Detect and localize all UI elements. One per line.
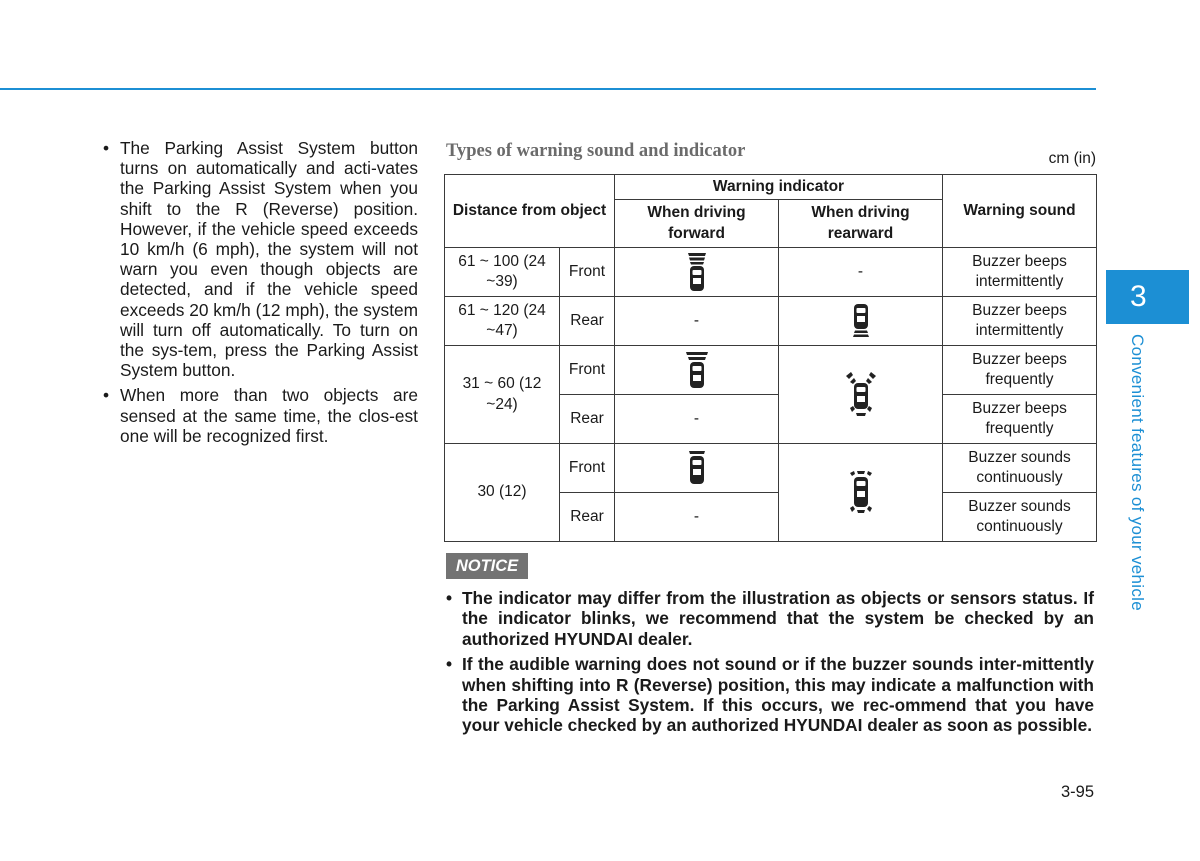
notice-bullet-list [446,588,1094,736]
page-number: 3-95 [1060,783,1094,801]
chapter-tab [1106,270,1189,324]
warning-table [444,174,1097,542]
table-row [445,248,1097,297]
forward-indicator-cell: - [615,493,779,542]
bullet-item: • When more than two objects are sensed at the same time, the clos-est one will be recognized first. [102,385,418,446]
header-rearward: When driving rearward [779,200,943,248]
header-forward: When driving forward [615,200,779,248]
rearward-indicator-cell [779,346,943,444]
sound-cell: Buzzer sounds continuously [943,444,1097,493]
car-rear-sensor-icon [850,301,872,341]
distance-cell: 61 ~ 120 (24 ~47) [445,297,560,346]
notice-item: • If the audible warning does not sound or if the buzzer sounds inter-mittently when shifting into R (Reverse) position, this may indicate a malfunction with the Parking Assist System. If this occurs, we rec-ommend that you have your vehicle checked by an authorized HYUNDAI dealer as soon as possible. [446,654,1094,736]
forward-indicator-cell [615,248,779,297]
position-cell: Rear [560,297,615,346]
table-row [445,297,1097,346]
car-front-rear-sensor-icon [844,370,878,420]
header-distance: Distance from object [445,175,615,248]
distance-cell: 61 ~ 100 (24 ~39) [445,248,560,297]
header-rule [0,88,1096,90]
car-front-sensor-icon [686,252,708,292]
position-cell: Front [560,346,615,395]
distance-cell: 30 (12) [445,444,560,542]
chapter-title: Convenient features of your vehicle [1128,334,1147,611]
chapter-number: 3 [1130,280,1147,313]
notice-text [446,588,1094,741]
distance-cell: 31 ~ 60 (12 ~24) [445,346,560,444]
car-front-rear-sensor-icon [846,468,876,518]
section-title: Types of warning sound and indicator [446,141,746,161]
position-cell: Front [560,444,615,493]
sound-cell: Buzzer beeps frequently [943,395,1097,444]
unit-label: cm (in) [1048,150,1096,167]
sound-cell: Buzzer sounds continuously [943,493,1097,542]
forward-indicator-cell [615,346,779,395]
rearward-indicator-cell [779,444,943,542]
rearward-indicator-cell [779,297,943,346]
forward-indicator-cell: - [615,395,779,444]
position-cell: Rear [560,395,615,444]
sound-cell: Buzzer beeps intermittently [943,297,1097,346]
left-column-text [102,138,418,451]
forward-indicator-cell [615,444,779,493]
car-front-sensor-icon [686,448,708,488]
sound-cell: Buzzer beeps frequently [943,346,1097,395]
header-warning-indicator: Warning indicator [615,175,943,200]
bullet-item: • The Parking Assist System button turns on automatically and acti-vates the Parking Assist System when you shift to the R (Reverse) position. However, if the vehicle speed exceeds 10 km/h (6 mph), the system will not warn you even though objects are detected, and if the vehicle speed exceeds 20 km/h (12 mph), the system will turn off automatically. To turn on the sys-tem, press the Parking Assist System button. [102,138,418,380]
notice-item: • The indicator may differ from the illustration as objects or sensors status. If the indicator blinks, we recommend that the system be checked by an authorized HYUNDAI dealer. [446,588,1094,649]
header-warning-sound: Warning sound [943,175,1097,248]
position-cell: Front [560,248,615,297]
forward-indicator-cell: - [615,297,779,346]
sound-cell: Buzzer beeps intermittently [943,248,1097,297]
bullet-list [102,138,418,446]
position-cell: Rear [560,493,615,542]
table-row [445,444,1097,493]
rearward-indicator-cell: - [779,248,943,297]
notice-badge: NOTICE [446,553,528,579]
table-row [445,346,1097,395]
car-front-sensor-icon [684,350,710,390]
